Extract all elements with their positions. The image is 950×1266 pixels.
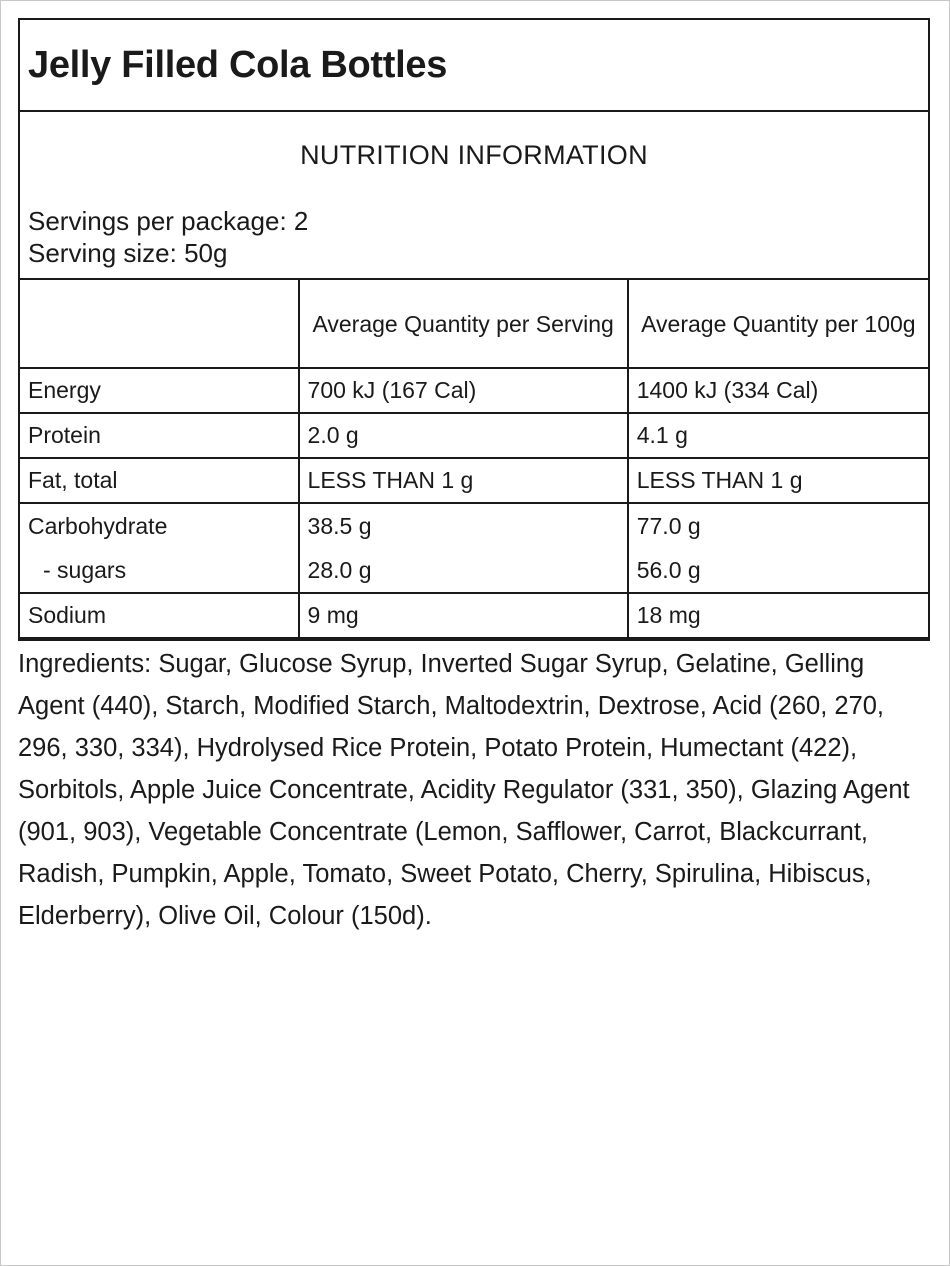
table-row xyxy=(19,458,929,503)
table-row xyxy=(19,413,929,458)
ingredients-text: Ingredients: Sugar, Glucose Syrup, Inverted Sugar Syrup, Gelatine, Gelling Agent (440), Starch, Modified Starch, Maltodextrin, Dextrose, Acid (260, 270, 296, 330, 334), Hydrolysed Rice Protein, Potato Protein, Humectant (422), Sorbitols, Apple Juice Concentrate, Acidity Regulator (331, 350), Glazing Agent (901, 903), Vegetable Concentrate (Lemon, Safflower, Carrot, Blackcurrant, Radish, Pumpkin, Apple, Tomato, Sweet Potato, Cherry, Spirulina, Hibiscus, Elderberry), Olive Oil, Colour (150d). xyxy=(18,650,910,930)
per-100g-cell xyxy=(628,503,929,593)
sub-per-serving-value: 28.0 g xyxy=(307,556,372,583)
per-serving-cell xyxy=(299,503,628,593)
nutrition-heading: NUTRITION INFORMATION xyxy=(300,140,648,170)
per-serving-value: 9 mg xyxy=(299,593,628,638)
per-100g-value: 18 mg xyxy=(628,593,929,638)
serving-info xyxy=(20,112,928,278)
nutrient-name: Fat, total xyxy=(19,458,299,503)
nutrient-name-cell xyxy=(19,503,299,593)
servings-per-package: Servings per package: 2 xyxy=(28,206,309,236)
nutrition-panel xyxy=(18,18,930,641)
nutrient-name: Energy xyxy=(19,368,299,413)
per-serving-value: LESS THAN 1 g xyxy=(299,458,628,503)
per-100g-value: LESS THAN 1 g xyxy=(628,458,929,503)
nutrient-name: Sodium xyxy=(19,593,299,638)
table-row xyxy=(19,368,929,413)
header-empty-cell xyxy=(19,279,299,368)
table-row xyxy=(19,503,929,593)
title-row xyxy=(20,20,928,112)
header-per-100g: Average Quantity per 100g xyxy=(628,279,929,368)
nutrient-name: Protein xyxy=(19,413,299,458)
serving-size: Serving size: 50g xyxy=(28,238,228,268)
per-100g-value: 1400 kJ (334 Cal) xyxy=(628,368,929,413)
product-title: Jelly Filled Cola Bottles xyxy=(28,43,448,86)
per-100g-value: 4.1 g xyxy=(628,413,929,458)
sub-nutrient-name: - sugars xyxy=(43,556,127,583)
per-100g-value: 77.0 g xyxy=(636,512,701,539)
table-row xyxy=(19,593,929,638)
per-serving-value: 38.5 g xyxy=(307,512,372,539)
nutrition-table xyxy=(18,278,930,639)
per-serving-value: 700 kJ (167 Cal) xyxy=(299,368,628,413)
header-per-serving: Average Quantity per Serving xyxy=(299,279,628,368)
nutrient-name: Carbohydrate xyxy=(28,512,168,539)
table-header-row xyxy=(19,279,929,368)
per-serving-value: 2.0 g xyxy=(299,413,628,458)
sub-per-100g-value: 56.0 g xyxy=(636,556,701,583)
